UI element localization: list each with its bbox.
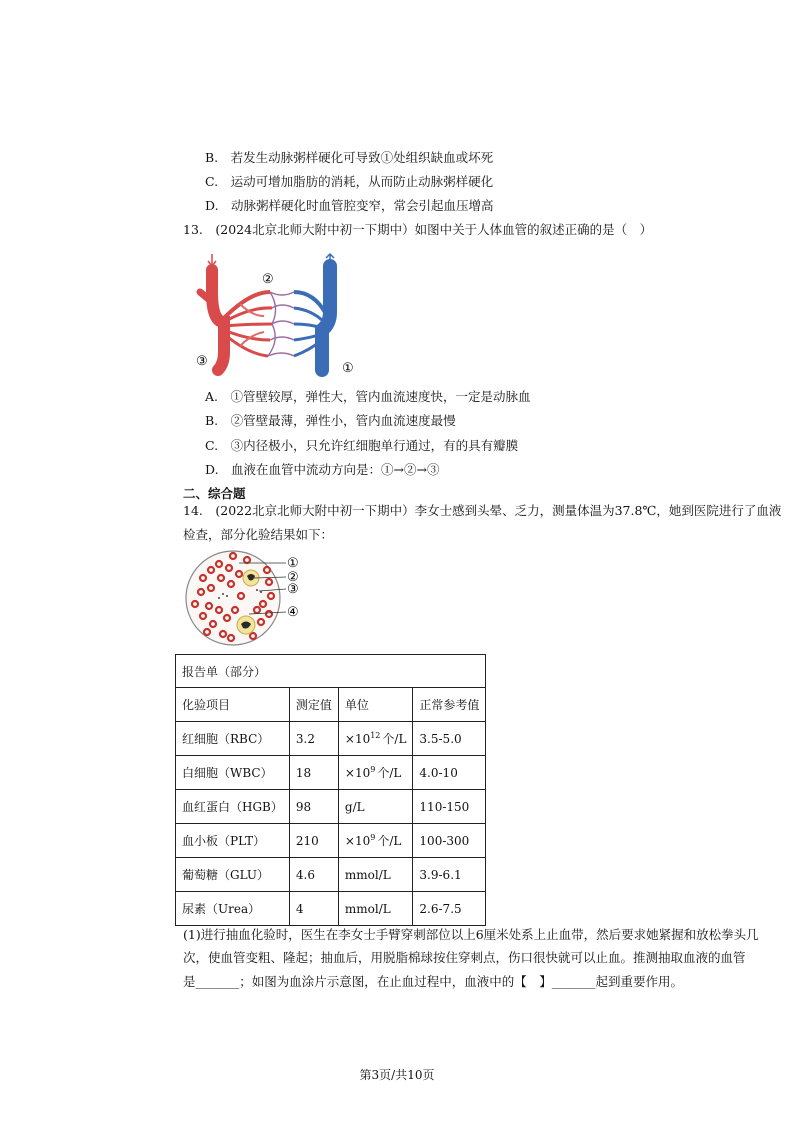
row-value: 4 — [289, 892, 338, 926]
q13-option-a: A. ①管壁较厚，弹性大，管内血流速度快，一定是动脉血 — [205, 389, 531, 404]
q12-option-c: C. 运动可增加脂肪的消耗，从而防止动脉粥样硬化 — [205, 174, 494, 189]
unit-suffix: 个/L — [377, 766, 402, 780]
table-row — [176, 790, 486, 824]
smear-circle — [186, 551, 280, 645]
table-row — [176, 756, 486, 790]
row-unit — [338, 892, 413, 926]
row-item: 尿素（Urea） — [176, 892, 290, 926]
row-ref: 100-300 — [413, 824, 486, 858]
row-item: 血小板（PLT） — [176, 824, 290, 858]
smear-label-4: ④ — [287, 605, 299, 620]
q14-sub1-line1: (1)进行抽血化验时，医生在李女士手臂穿刺部位以上6厘米处系上止血带，然后要求她紧握和放松拳头几 — [183, 927, 759, 942]
row-ref: 4.0-10 — [413, 756, 486, 790]
row-value: 3.2 — [289, 722, 338, 756]
q12-option-d: D. 动脉粥样硬化时血管腔变窄，常会引起血压增高 — [205, 198, 494, 213]
table-row — [176, 824, 486, 858]
q14-stem-line2: 检查，部分化验结果如下： — [183, 527, 334, 542]
blood-vessel-diagram — [190, 252, 360, 380]
table-row — [176, 722, 486, 756]
unit-exponent: 12 — [370, 731, 381, 740]
unit-suffix: 个/L — [377, 834, 402, 848]
q13-option-b: B. ②管壁最薄，弹性小，管内血流速度最慢 — [205, 413, 456, 428]
unit-base: ×10 — [344, 834, 371, 848]
header-unit: 单位 — [338, 688, 413, 722]
vessel-label-1: ① — [342, 361, 354, 376]
row-item: 红细胞（RBC） — [176, 722, 290, 756]
row-value: 98 — [289, 790, 338, 824]
q14-stem-line1: 14. (2022北京北师大附中初一下期中）李女士感到头晕、乏力，测量体温为37.8℃，她到医院进行了血液 — [183, 503, 782, 518]
row-unit — [338, 790, 413, 824]
q14-sub1-line2: 次，使血管变粗、隆起；抽血后，用脱脂棉球按住穿刺点，伤口很快就可以止血。推测抽取血液的血管 — [183, 950, 746, 965]
lab-report-table — [175, 654, 486, 926]
q12-option-b: B. 若发生动脉粥样硬化可导致①处组织缺血或坏死 — [205, 150, 494, 165]
page-footer: 第3页/共10页 — [359, 1068, 435, 1082]
header-ref: 正常参考值 — [413, 688, 486, 722]
row-ref: 3.9-6.1 — [413, 858, 486, 892]
vessel-label-2: ② — [262, 272, 274, 287]
row-unit — [338, 858, 413, 892]
row-ref: 3.5-5.0 — [413, 722, 486, 756]
table-row — [176, 858, 486, 892]
vessel-label-3: ③ — [196, 354, 208, 369]
row-ref: 110-150 — [413, 790, 486, 824]
unit-suffix: 个/L — [382, 732, 407, 746]
unit-exponent: 9 — [370, 765, 376, 774]
row-unit — [338, 722, 413, 756]
row-value: 18 — [289, 756, 338, 790]
table-row — [176, 892, 486, 926]
row-ref: 2.6-7.5 — [413, 892, 486, 926]
report-header-row — [176, 688, 486, 722]
section-title: 二、综合题 — [183, 486, 246, 501]
row-item: 白细胞（WBC） — [176, 756, 290, 790]
row-item: 葡萄糖（GLU） — [176, 858, 290, 892]
header-value: 测定值 — [289, 688, 338, 722]
header-item: 化验项目 — [176, 688, 290, 722]
blood-smear-diagram — [183, 548, 313, 648]
vein-vessel — [294, 266, 330, 370]
smear-label-2: ② — [287, 570, 299, 585]
smear-label-3: ③ — [287, 582, 299, 597]
unit-base: ×10 — [344, 766, 371, 780]
row-value: 210 — [289, 824, 338, 858]
row-value: 4.6 — [289, 858, 338, 892]
unit-base: ×10 — [344, 732, 371, 746]
unit-base: mmol/L — [344, 901, 391, 916]
artery-flow-arrow-icon — [208, 254, 216, 266]
q13-option-c: C. ③内径极小，只允许红细胞单行通过，有的具有瓣膜 — [205, 438, 519, 453]
unit-exponent: 9 — [370, 833, 376, 842]
smear-label-1: ① — [287, 556, 299, 571]
q13-option-d: D. 血液在血管中流动方向是：①→②→③ — [205, 462, 440, 477]
unit-base: g/L — [344, 799, 365, 814]
row-item: 血红蛋白（HGB） — [176, 790, 290, 824]
row-unit — [338, 824, 413, 858]
q13-stem: 13. (2024北京北师大附中初一下期中）如图中关于人体血管的叙述正确的是（ ） — [183, 222, 653, 237]
q14-sub1-line3: 是_______；如图为血涂片示意图，在止血过程中，血液中的【 】_______起到重要作用。 — [183, 974, 684, 989]
unit-base: mmol/L — [344, 867, 391, 882]
report-title: 报告单（部分） — [176, 655, 486, 688]
row-unit — [338, 756, 413, 790]
